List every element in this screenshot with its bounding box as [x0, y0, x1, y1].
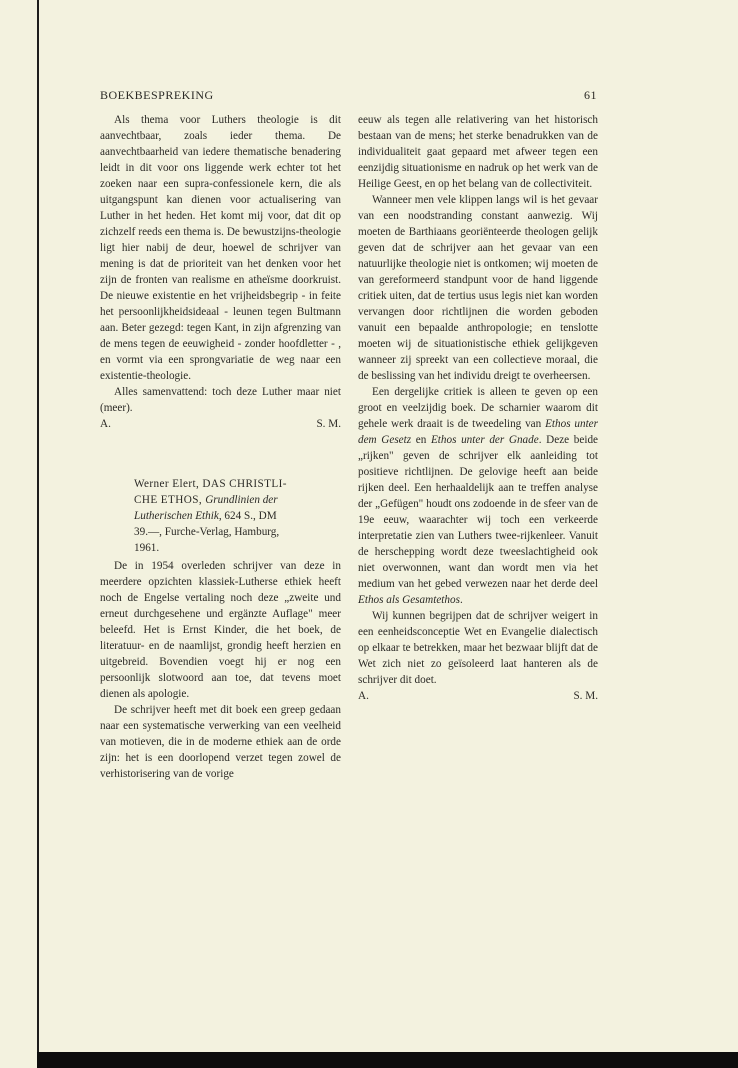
paragraph: De in 1954 overleden schrijver van deze in meerdere opzichten klassiek-Lutherse ethiek heeft noch de Engelse vertaling noch deze „zweite und erneut durchgesehene und ergänzte Auflage" meer beleefd. Het is Ernst Kinder, die het boek, de literatuur- en de naamlijst, grondig heeft herzien en uitgebreid. Bovendien voegt hij er nog een persoonlijk slotwoord aan toe, dat tevens moet dienen als apologie. — [100, 560, 341, 700]
signature — [358, 688, 598, 704]
signature-initial: A. — [100, 418, 111, 430]
paragraph: Alles samenvattend: toch deze Luther maar niet (meer). — [100, 386, 341, 414]
right-column — [358, 112, 598, 704]
left-margin-rule — [37, 0, 39, 1052]
paragraph: Een dergelijke critiek is alleen te geven op een groot en veelzijdig boek. De scharnier waarom dit gehele werk draait is de tweedeling van Ethos unter dem Gesetz en Ethos unter der Gnade. Deze beide „rijken" geven de schrijver elk aanleiding tot positieve richtlijnen. De gelovige heeft aan beide rijken deel. Een herhaaldelijk aan te treffen analyse der „Gefügen" houdt ons zodoende in de sfeer van de 19e eeuw, waarachter wij toch een verkeerde interpretatie zien van Luthers twee-rijkenleer. Vanuit de herschepping wordt deze tweeslachtigheid ook niet overwonnen, want dan wordt men via het medium van het gebed verwezen naar het derde deel Ethos als Gesamtethos. — [358, 386, 599, 606]
paragraph: De schrijver heeft met dit boek een greep gedaan naar een systematische verwerking van een veelheid van motieven, die in de moderne ethiek aan de orde zijn: het is een doorlopend verzet tegen zowel de verhistorisering van de vorige — [100, 704, 341, 780]
signature-author: S. M. — [316, 418, 341, 430]
running-header: BOEKBESPREKING — [100, 88, 214, 102]
paragraph: Wanneer men vele klippen langs wil is het gevaar van een noodstranding constant aanwezig. Wij moeten de Barthiaans georiënteerde theologen gelijk geven dat de schrijver aan het gevaar van een natuurlijke theologie niet is ontkomen; wij moeten de van gereformeerd standpunt voor de hand liggende critiek uiten, dat de tertius usus legis niet kan worden vervangen door richtlijnen die worden geboden vanuit een bepaalde anthropologie; en tenslotte moeten wij de situationistische ethiek gelijkgeven wanneer zij spreekt van een collectieve moraal, die de beslissing van het individu dreigt te overheersen. — [358, 194, 598, 382]
page-number: 61 — [584, 88, 597, 102]
left-column — [100, 112, 341, 782]
scan-bottom-border — [37, 1052, 738, 1068]
paragraph: Als thema voor Luthers theologie is dit aanvechtbaar, zoals ieder thema. De aanvechtbaarheid van iedere thematische benadering leidt in dit voor ons liggende werk echter tot het zoeken naar een supra-confessionele kern, die als uitgangspunt kan dienen voor actualisering van Luther in het heden. Het komt mij voor, dat dit op zichzelf reeds een thema is. De bewustzijns-theologie ligt hier nabij de deur, hoewel de schrijver van mening is dat de prioriteit van het denken voor het zijn de fronten van realisme en atheïsme doorkruist. De nieuwe existentie en het vrijheidsbegrip - in feite het persoonlijkheidsideaal - leunen tegen Bultmann aan. Beter gezegd: tegen Kant, in zijn afgrenzing van de mens tegen de eeuwigheid - zonder hoofdletter - , en vormt via een sprongvariatie de weg naar een existentie-theologie. — [100, 114, 341, 382]
review-heading: Werner Elert, DAS CHRISTLI- CHE ETHOS, Grundlinien der Lutherischen Ethik, 624 S., DM 39.—, Furche-Verlag, Hamburg, 1961. — [134, 478, 287, 554]
paragraph: eeuw als tegen alle relativering van het historisch bestaan van de mens; het sterke benadrukken van de individualiteit gaat gepaard met afweer tegen een eenzijdig situationisme en nadruk op het werk van de Heilige Geest, en op het belang van de collectiviteit. — [358, 114, 598, 190]
signature-author: S. M. — [573, 690, 598, 702]
signature-initial: A. — [358, 690, 369, 702]
paragraph: Wij kunnen begrijpen dat de schrijver weigert in een eenheidsconceptie Wet en Evangelie dialectisch op elkaar te betrekken, maar het bezwaar blijft dat de Wet zich niet zo geïsoleerd laat hanteren als de schrijver dit doet. — [358, 610, 598, 686]
signature — [100, 416, 341, 432]
